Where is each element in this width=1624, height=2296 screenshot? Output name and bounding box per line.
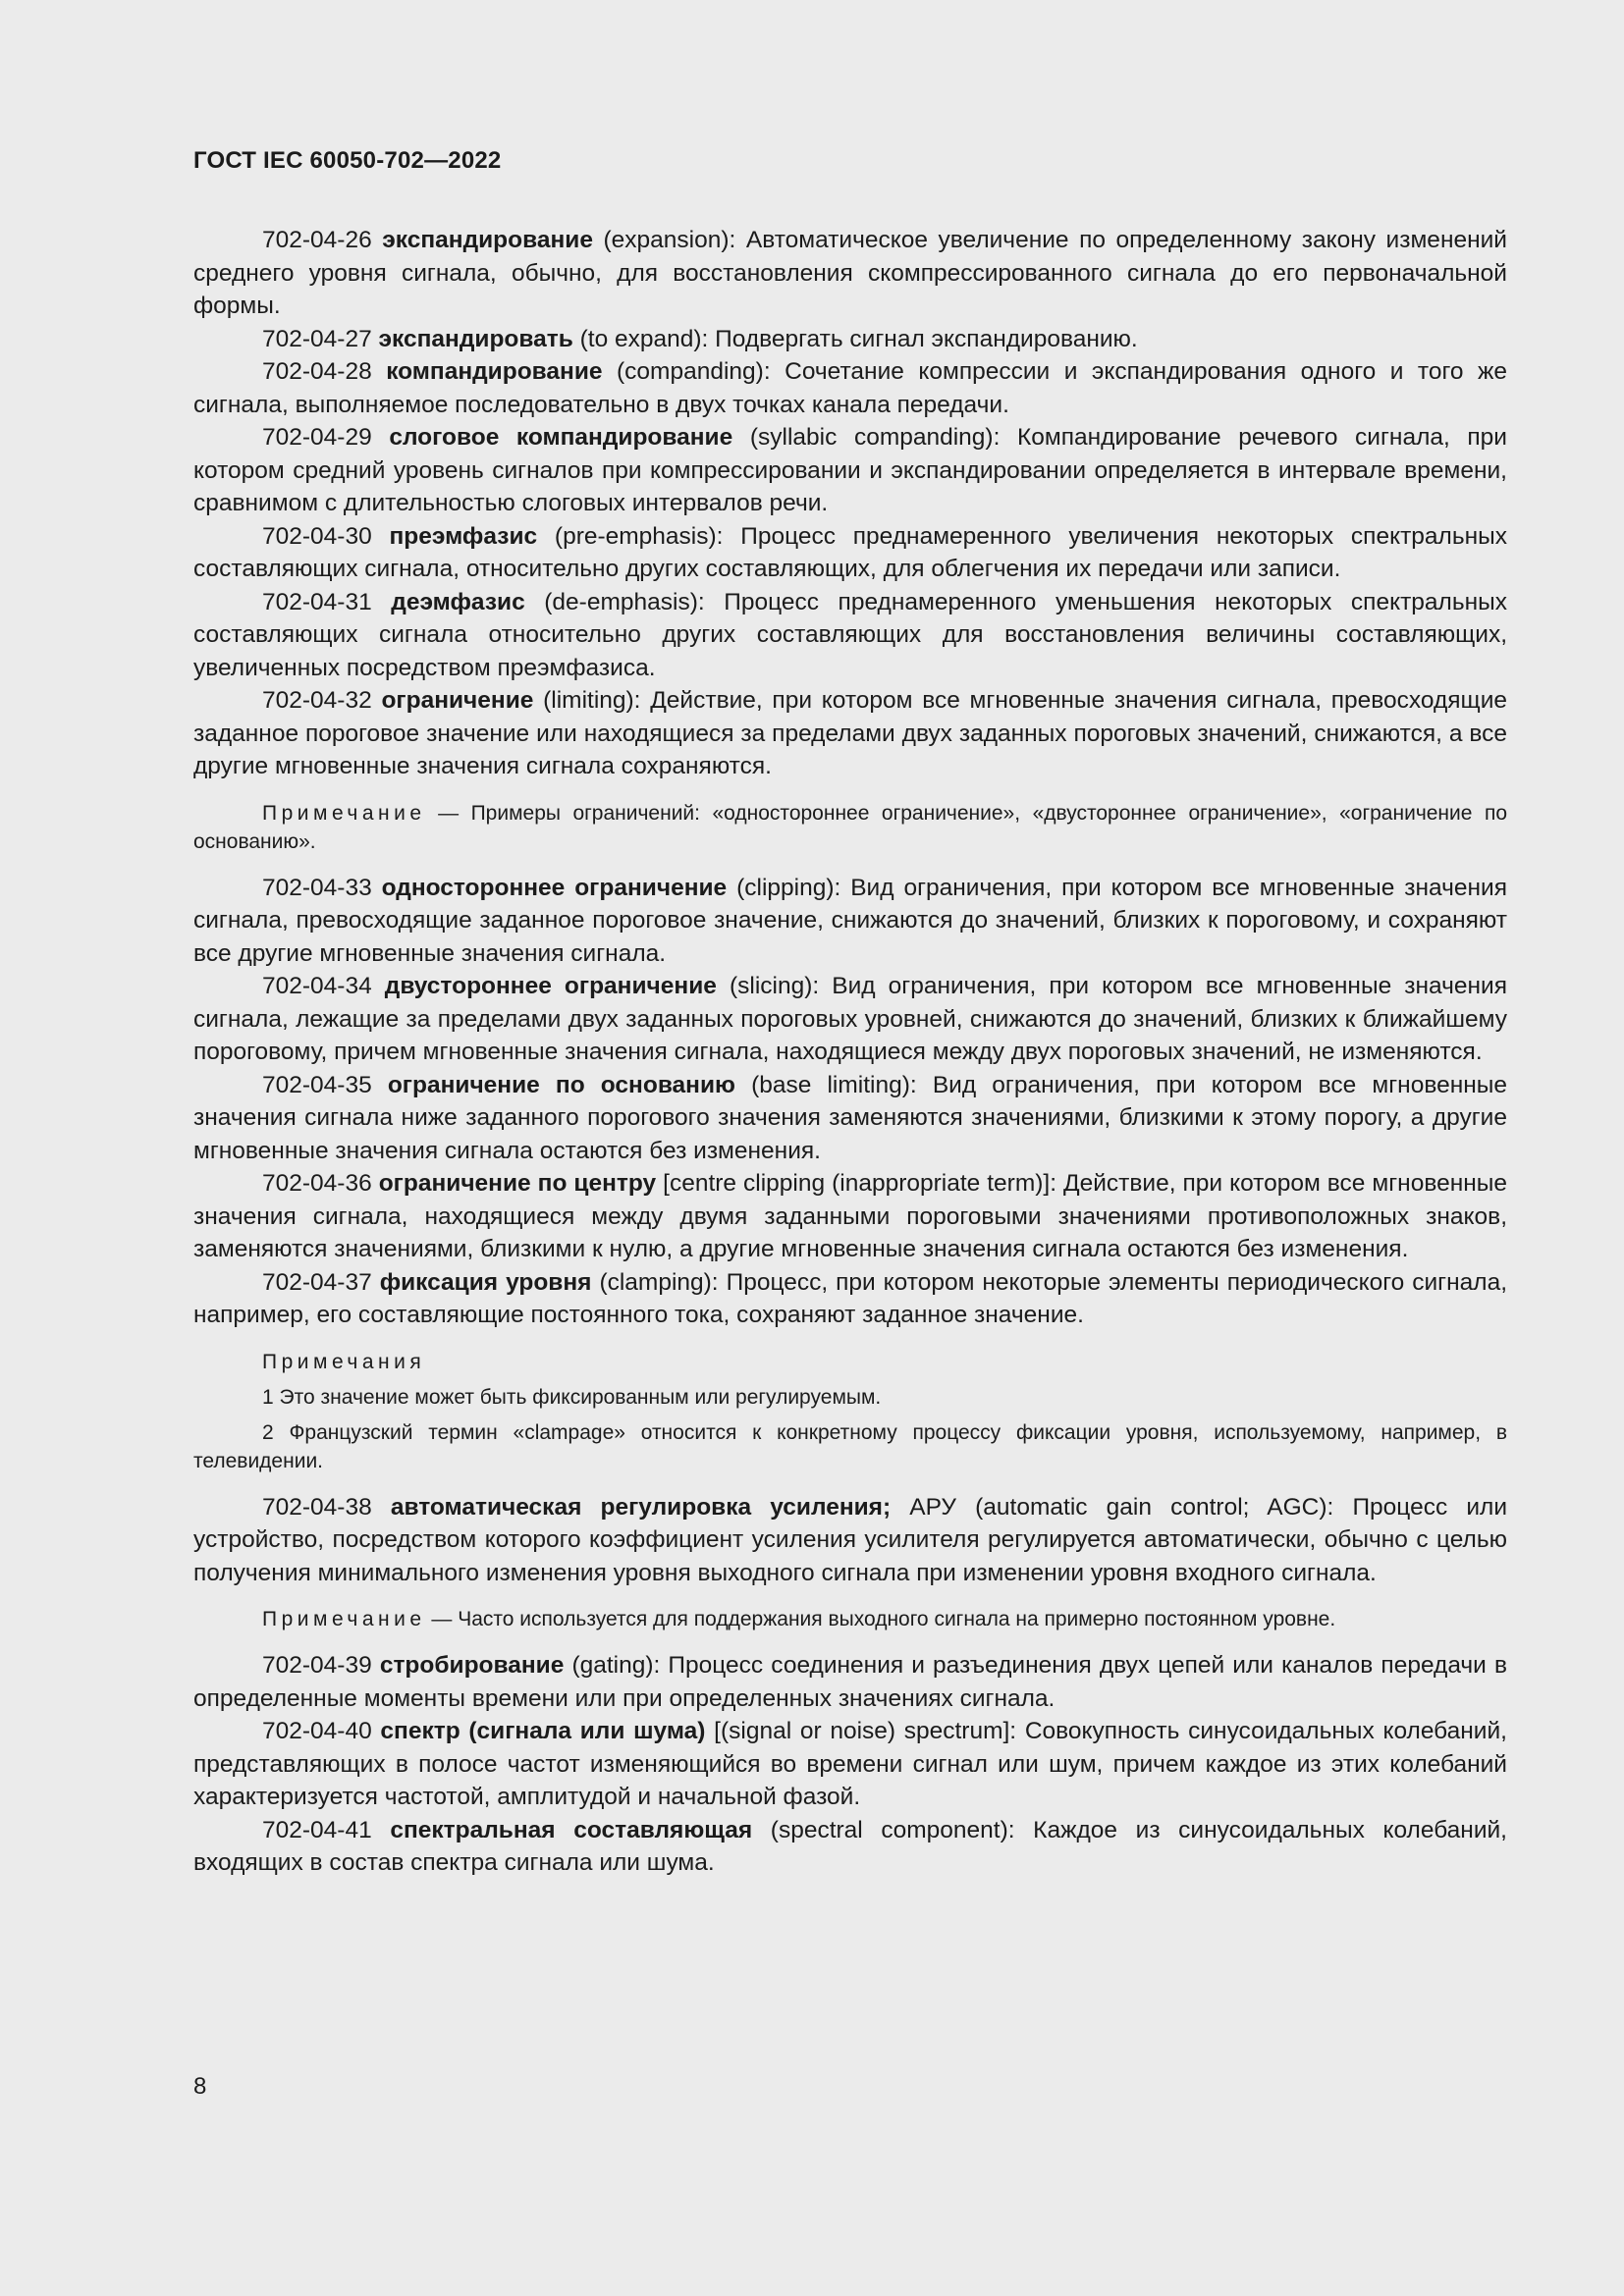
note-text: — Примеры ограничений: «одностороннее ограничение», «двустороннее ограничение», «ограничение по основанию». [193, 801, 1507, 853]
entry-definition: АРУ (automatic gain control; AGC): Процесс или устройство, посредством которого коэффициент усиления усилителя регулируется автоматически, обычно с целью получения минимального изменения уровня выходного сигнала при изменении уровня входного сигнала. [193, 1493, 1508, 1586]
entry-number: 702-04-40 [262, 1718, 372, 1744]
term-entry-702-04-34 [193, 970, 1507, 1069]
entry-term: слоговое компандирование [389, 424, 733, 451]
document-header: ГОСТ IEC 60050-702—2022 [193, 147, 502, 174]
page-number: 8 [193, 2073, 207, 2100]
term-entry-702-04-36 [193, 1167, 1507, 1266]
term-entry-702-04-26 [193, 224, 1507, 323]
entry-term: ограничение [381, 687, 534, 714]
note-item-2: 2 Французский термин «clampage» относится к конкретному процессу фиксации уровня, используемому, например, в телевидении. [193, 1420, 1507, 1472]
note-limiting [193, 799, 1507, 856]
entry-term: ограничение по основанию [387, 1071, 735, 1098]
entry-definition: (expansion): Автоматическое увеличение по определенному закону изменений среднего уровня сигнала, обычно, для восстановления скомпрессированного сигнала до его первоначальной формы. [193, 227, 1507, 319]
entry-term: фиксация уровня [379, 1268, 592, 1296]
entry-definition: (syllabic companding): Компандирование речевого сигнала, при котором средний уровень сигналов при компрессировании и экспандировании определяется в интервале времени, сравнимом с длительностью слоговых интервалов речи. [193, 424, 1507, 516]
entry-term: деэмфазис [391, 588, 525, 615]
entry-term: двустороннее ограничение [384, 973, 717, 999]
entry-definition: (clamping): Процесс, при котором некоторые элементы периодического сигнала, например, его составляющие постоянного тока, сохраняют заданное значение. [193, 1268, 1508, 1328]
entry-term: компандирование [386, 358, 603, 385]
entry-definition: [centre clipping (inappropriate term)]: Действие, при котором все мгновенные значения сигнала, находящиеся между двумя заданными пороговыми значениями противоположных знаков, заменяются значениями, близкими к нулю, а другие мгновенные значения сигнала остаются без изменения. [193, 1170, 1508, 1262]
term-entry-702-04-28 [193, 355, 1507, 421]
entry-number: 702-04-41 [262, 1816, 372, 1843]
entry-term: преэмфазис [389, 522, 538, 550]
entry-number: 702-04-31 [262, 588, 372, 615]
term-entry-702-04-30 [193, 520, 1507, 586]
entry-number: 702-04-32 [262, 687, 372, 714]
entry-number: 702-04-39 [262, 1652, 372, 1679]
entry-definition: [(signal or noise) spectrum]: Совокупность синусоидальных колебаний, представляющих в полосе частот изменяющийся во времени сигнал или шум, причем каждое из этих колебаний характеризуется частотой, амплитудой и начальной фазой. [193, 1718, 1507, 1810]
term-entry-702-04-27 [193, 323, 1507, 356]
note-agc [193, 1605, 1507, 1633]
term-entry-702-04-38 [193, 1491, 1507, 1590]
entry-number: 702-04-27 [262, 325, 372, 352]
document-body [193, 224, 1507, 1880]
entry-number: 702-04-36 [262, 1170, 372, 1197]
term-entry-702-04-40 [193, 1715, 1507, 1814]
entry-definition: (pre-emphasis): Процесс преднамеренного увеличения некоторых спектральных составляющих сигнала, относительно других составляющих, для облегчения их передачи или записи. [193, 522, 1507, 582]
entry-number: 702-04-38 [262, 1493, 372, 1521]
entry-term: ограничение по центру [378, 1170, 657, 1197]
entry-definition: (base limiting): Вид ограничения, при котором все мгновенные значения сигнала ниже заданного порогового значения заменяются значениями, близкими к этому порогу, а другие мгновенные значения сигнала остаются без изменения. [193, 1071, 1507, 1164]
entry-number: 702-04-33 [262, 874, 372, 901]
entry-term: спектр (сигнала или шума) [380, 1718, 706, 1744]
entry-term: стробирование [379, 1652, 565, 1679]
term-entry-702-04-31 [193, 586, 1507, 685]
entry-definition: (gating): Процесс соединения и разъединения двух цепей или каналов передачи в определенные моменты времени или при определенных значениях сигнала. [193, 1652, 1507, 1712]
term-entry-702-04-32 [193, 684, 1507, 783]
term-entry-702-04-33 [193, 872, 1507, 971]
notes-title: Примечания [262, 1350, 426, 1373]
entry-definition: (clipping): Вид ограничения, при котором все мгновенные значения сигнала, превосходящие заданное пороговое значение, снижаются до значений, близких к пороговому, и сохраняют все другие мгновенные значения сигнала. [193, 874, 1507, 967]
entry-definition: (companding): Сочетание компрессии и экспандирования одного и того же сигнала, выполняемое последовательно в двух точках канала передачи. [193, 358, 1507, 418]
note-item-1: 1 Это значение может быть фиксированным или регулируемым. [262, 1385, 882, 1409]
term-entry-702-04-35 [193, 1069, 1507, 1168]
entry-number: 702-04-29 [262, 424, 372, 451]
entry-term: экспандирование [382, 227, 593, 253]
entry-number: 702-04-34 [262, 973, 372, 999]
entry-term: одностороннее ограничение [381, 874, 728, 901]
term-entry-702-04-41 [193, 1814, 1507, 1880]
entry-term: экспандировать [378, 325, 573, 352]
term-entry-702-04-39 [193, 1649, 1507, 1715]
entry-term: автоматическая регулировка усиления; [390, 1493, 892, 1521]
entry-definition: (slicing): Вид ограничения, при котором все мгновенные значения сигнала, лежащие за пределами двух заданных пороговых уровней, снижаются до значений, близких к ближайшему пороговому, причем мгновенные значения сигнала, находящиеся между двух пороговых значений, не изменяются. [193, 973, 1507, 1065]
entry-definition: (to expand): Подвергать сигнал экспандированию. [572, 325, 1138, 352]
entry-number: 702-04-37 [262, 1268, 372, 1296]
entry-number: 702-04-28 [262, 358, 372, 385]
note-text: — Часто используется для поддержания выходного сигнала на примерно постоянном уровне. [425, 1608, 1336, 1630]
entry-definition: (de-emphasis): Процесс преднамеренного уменьшения некоторых спектральных составляющих сигнала относительно других составляющих для восстановления величины составляющих, увеличенных посредством преэмфазиса. [193, 588, 1507, 681]
entry-definition: (spectral component): Каждое из синусоидальных колебаний, входящих в состав спектра сигнала или шума. [193, 1816, 1507, 1876]
entry-number: 702-04-26 [262, 227, 372, 253]
note-label: Примечание [262, 1608, 426, 1630]
term-entry-702-04-37 [193, 1266, 1507, 1332]
note-label: Примечание [262, 801, 426, 825]
entry-number: 702-04-35 [262, 1071, 372, 1098]
entry-term: спектральная составляющая [390, 1816, 753, 1843]
entry-number: 702-04-30 [262, 522, 372, 550]
term-entry-702-04-29 [193, 421, 1507, 520]
entry-definition: (limiting): Действие, при котором все мгновенные значения сигнала, превосходящие заданное пороговое значение или находящиеся за пределами двух заданных пороговых значений, снижаются, а все другие мгновенные значения сигнала сохраняются. [193, 687, 1508, 779]
